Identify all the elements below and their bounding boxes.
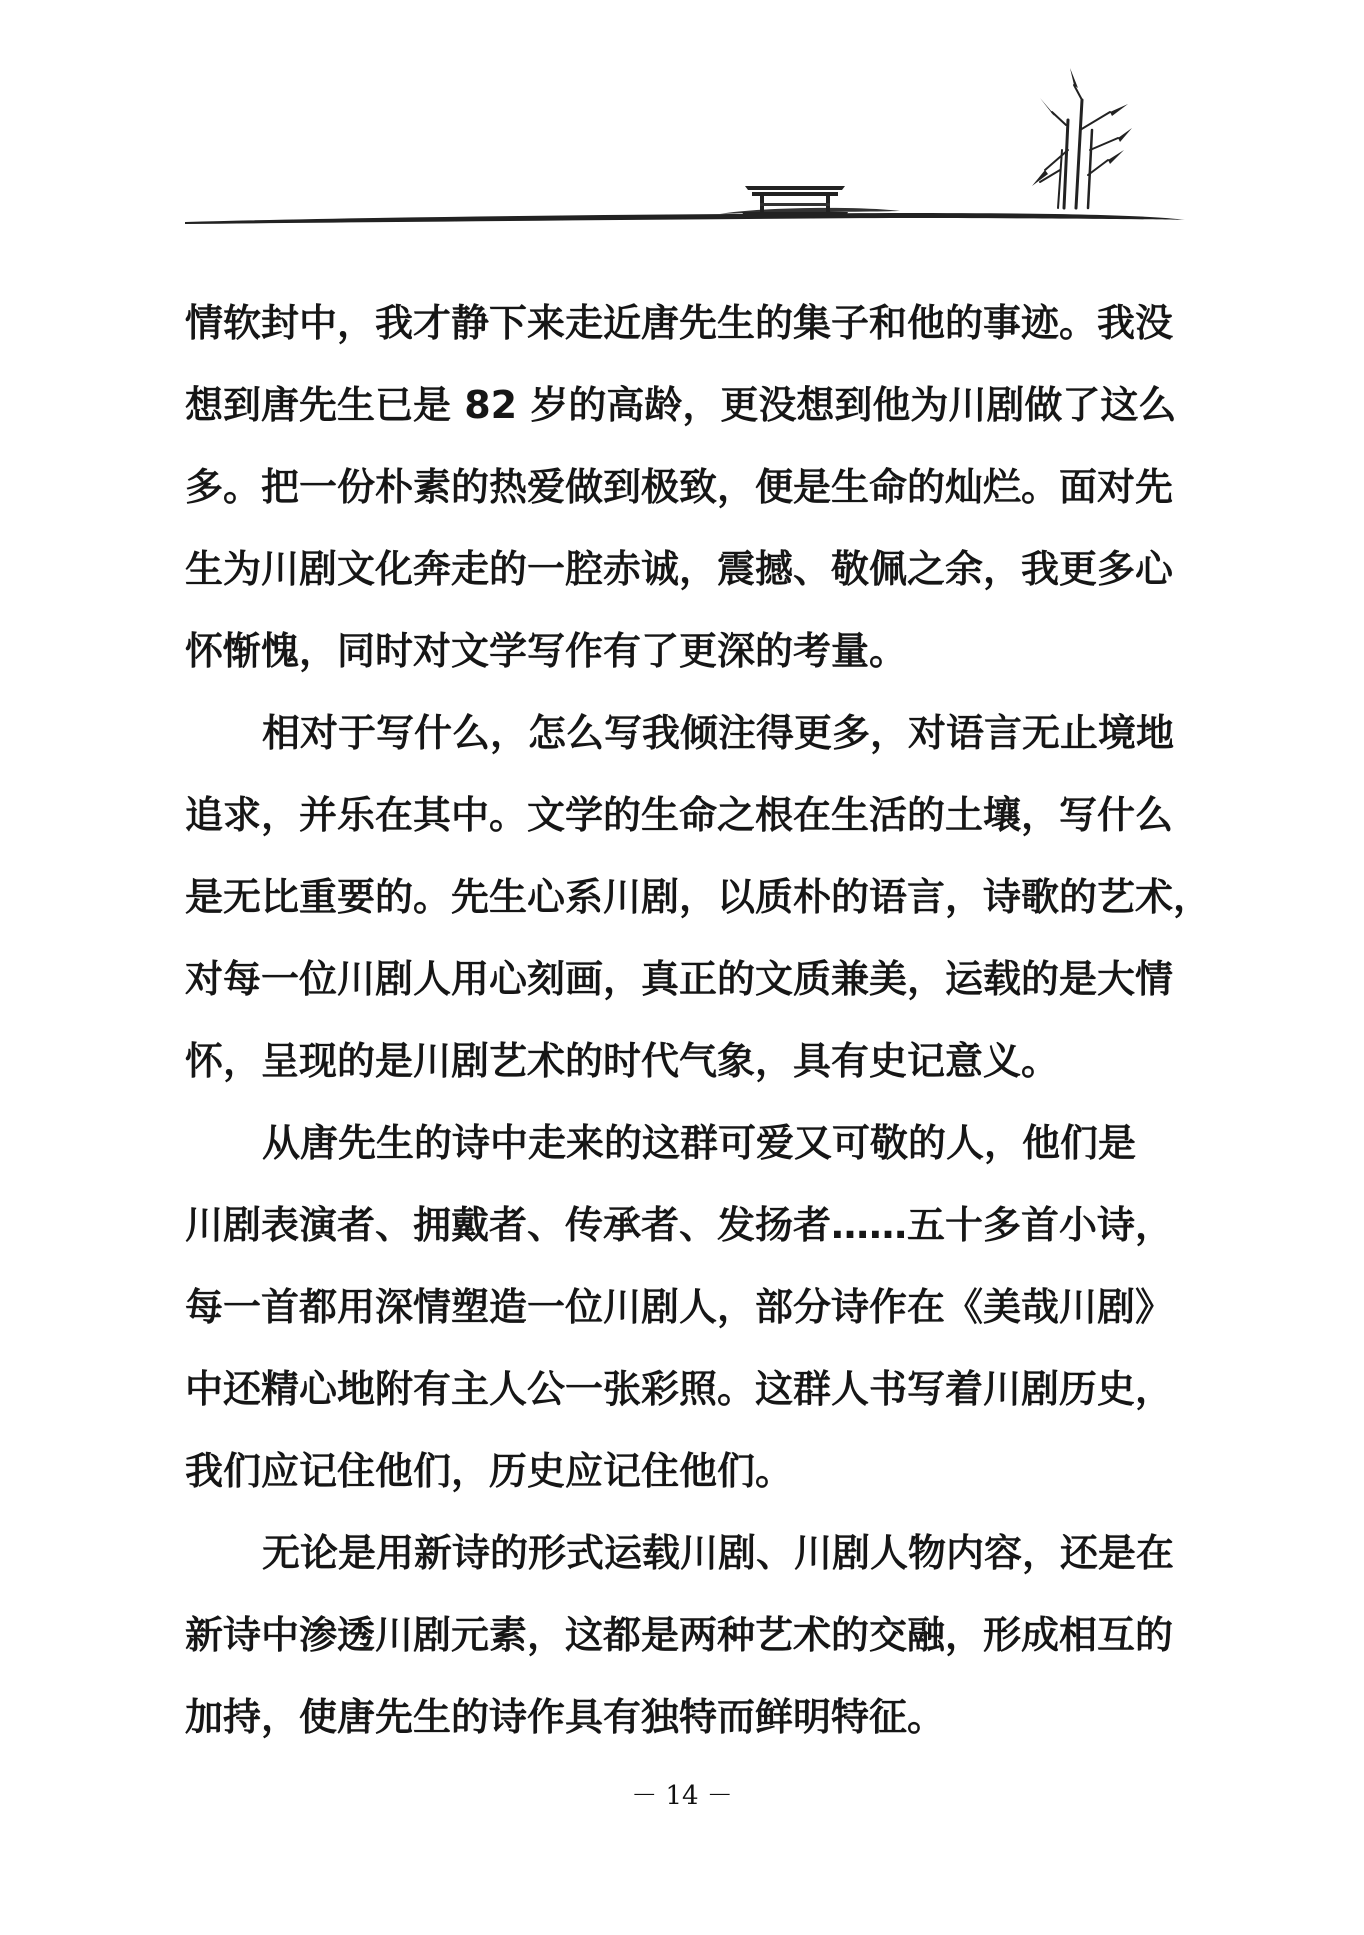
text-line: 想到唐先生已是 82 岁的高龄，更没想到他为川剧做了这么 bbox=[185, 383, 1177, 427]
text-line: 多。把一份朴素的热爱做到极致，便是生命的灿烂。面对先 bbox=[185, 465, 1174, 509]
text-line: 怀惭愧，同时对文学写作有了更深的考量。 bbox=[185, 629, 908, 673]
text-line: 情软封中，我才静下来走近唐先生的集子和他的事迹。我没 bbox=[185, 301, 1174, 345]
text-line: 无论是用新诗的形式运载川剧、川剧人物内容，还是在 bbox=[262, 1531, 1175, 1575]
text-line: 川剧表演者、拥戴者、传承者、发扬者……五十多首小诗， bbox=[185, 1203, 1174, 1247]
horizon-brush-line bbox=[185, 213, 1185, 224]
text-line: 从唐先生的诗中走来的这群可爱又可敬的人，他们是 bbox=[262, 1121, 1137, 1165]
text-line: 追求，并乐在其中。文学的生命之根在生活的土壤，写什么 bbox=[185, 793, 1174, 837]
text-line: 对每一位川剧人用心刻画，真正的文质兼美，运载的是大情 bbox=[185, 957, 1174, 1001]
text-line: 我们应记住他们，历史应记住他们。 bbox=[185, 1449, 794, 1493]
text-line: 怀，呈现的是川剧艺术的时代气象，具有史记意义。 bbox=[185, 1039, 1060, 1083]
text-line: 每一首都用深情塑造一位川剧人，部分诗作在《美哉川剧》 bbox=[185, 1285, 1174, 1329]
text-line: 新诗中渗透川剧元素，这都是两种艺术的交融，形成相互的 bbox=[185, 1613, 1174, 1657]
header-decoration bbox=[0, 0, 1364, 240]
text-line: 中还精心地附有主人公一张彩照。这群人书写着川剧历史， bbox=[185, 1367, 1174, 1411]
text-line: 加持，使唐先生的诗作具有独特而鲜明特征。 bbox=[185, 1695, 946, 1739]
bamboo-icon bbox=[1040, 85, 1118, 208]
body-text bbox=[185, 282, 1212, 1758]
text-line: 是无比重要的。先生心系川剧，以质朴的语言，诗歌的艺术， bbox=[185, 875, 1212, 919]
text-line: 相对于写什么，怎么写我倾注得更多，对语言无止境地 bbox=[262, 711, 1175, 755]
page-number: － 14 － bbox=[631, 1781, 733, 1811]
text-line: 生为川剧文化奔走的一腔赤诚，震撼、敬佩之余，我更多心 bbox=[185, 547, 1174, 591]
